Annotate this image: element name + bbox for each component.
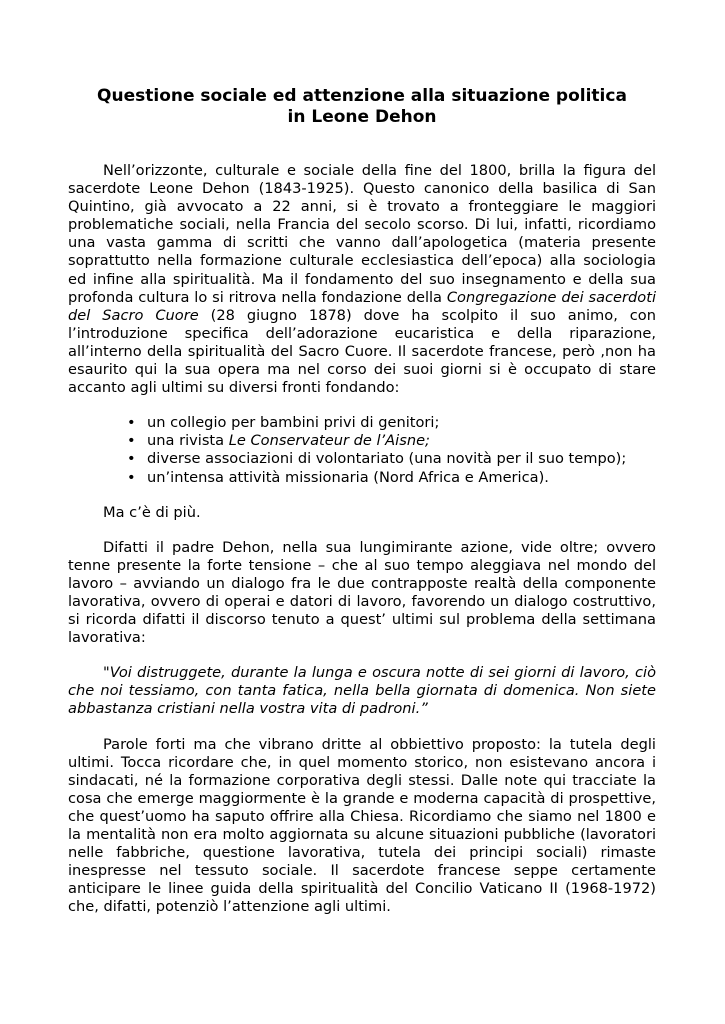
bullet-icon: • bbox=[127, 468, 136, 486]
paragraph-intro-text-1: Nell’orizzonte, culturale e sociale della fine del 1800, brilla la figura del sacerdote Leone Dehon (1843-1925). Questo canonico della basilica di San Quintino, già avvocato a 22 anni, si è trovato a fronteggiare le maggiori problematiche sociali, nella Francia del secolo scorso. Di lui, infatti, ricordiamo una vasta gamma di scritti che vanno dall’apologetica (materia presente soprattutto nella formazione culturale ecclesiastica dell’epoca) alla sociologia ed infine alla spiritualità. Ma il fondamento del suo insegnamento e della sua profonda cultura lo si ritrova nella fondazione della bbox=[68, 162, 656, 306]
document-title bbox=[68, 86, 656, 128]
magazine-name: Le Conservateur de l’Aisne; bbox=[228, 432, 430, 450]
list-item-text: diverse associazioni di volontariato (una novità per il suo tempo); bbox=[147, 450, 627, 468]
quote-paragraph: "Voi distruggete, durante la lunga e oscura notte di sei giorni di lavoro, ciò che noi tessiamo, con tanta fatica, nella bella giornata di domenica. Non siete abbastanza cristiani nella vostra vita di padroni.” bbox=[68, 664, 656, 718]
list-item bbox=[68, 450, 656, 468]
list-item-text: un’intensa attività missionaria (Nord Africa e America). bbox=[147, 468, 549, 486]
paragraph-intro-text-2: (28 giugno 1878) dove ha scolpito il suo animo, con l’introduzione specifica dell’adorazione eucaristica e della riparazione, all’interno della spiritualità del Sacro Cuore. Il sacerdote francese, però ,non ha esaurito qui la sua opera ma nel corso dei suoi giorni si è occupato di stare accanto agli ultimi su diversi fronti fondando: bbox=[68, 306, 656, 397]
title-line-2: in Leone Dehon bbox=[287, 107, 437, 127]
paragraph-more: Ma c’è di più. bbox=[103, 503, 201, 521]
list-item-text: un collegio per bambini privi di genitori; bbox=[147, 414, 440, 432]
list-item-text: una rivista bbox=[147, 432, 229, 450]
bullet-icon: • bbox=[127, 450, 136, 468]
congregation-name: Congregazione dei sacerdoti del Sacro Cuore bbox=[68, 288, 657, 324]
paragraph-conclusion: Parole forti ma che vibrano dritte al obbiettivo proposto: la tutela degli ultimi. Tocca ricordare che, in quel momento storico, non esistevano ancora i sindacati, né la formazione corporativa degli stessi. Dalle note qui tracciate la cosa che emerge maggiormente è la grande e moderna capacità di prospettive, che quest’uomo ha saputo offrire alla Chiesa. Ricordiamo che siamo nel 1800 e la mentalità non era molto aggiornata su alcune situazioni pubbliche (lavoratori nelle fabbriche, questione lavorativa, tutela dei principi sociali) rimaste inespresse nel tessuto sociale. Il sacerdote francese seppe certamente anticipare le linee guida della spiritualità del Concilio Vaticano II (1968-1972) che, difatti, potenziò l’attenzione agli ultimi. bbox=[68, 735, 656, 916]
list-item bbox=[68, 432, 656, 450]
bullet-icon: • bbox=[127, 414, 136, 432]
list-item bbox=[68, 469, 656, 487]
paragraph-intro bbox=[68, 162, 656, 397]
paragraph-dialogue: Difatti il padre Dehon, nella sua lungimirante azione, vide oltre; ovvero tenne presente la forte tensione – che al suo tempo aleggiava nel mondo del lavoro – avviando un dialogo fra le due contrapposte realtà della componente lavorativa, ovvero di operai e datori di lavoro, favorendo un dialogo costruttivo, si ricorda difatti il discorso tenuto a quest’ ultimi sul problema della settimana lavorativa: bbox=[68, 538, 656, 647]
list-item bbox=[68, 414, 656, 432]
foundations-list bbox=[68, 414, 656, 486]
bullet-icon: • bbox=[127, 432, 136, 450]
title-line-1: Questione sociale ed attenzione alla situazione politica bbox=[97, 86, 627, 106]
document-page bbox=[68, 86, 656, 916]
